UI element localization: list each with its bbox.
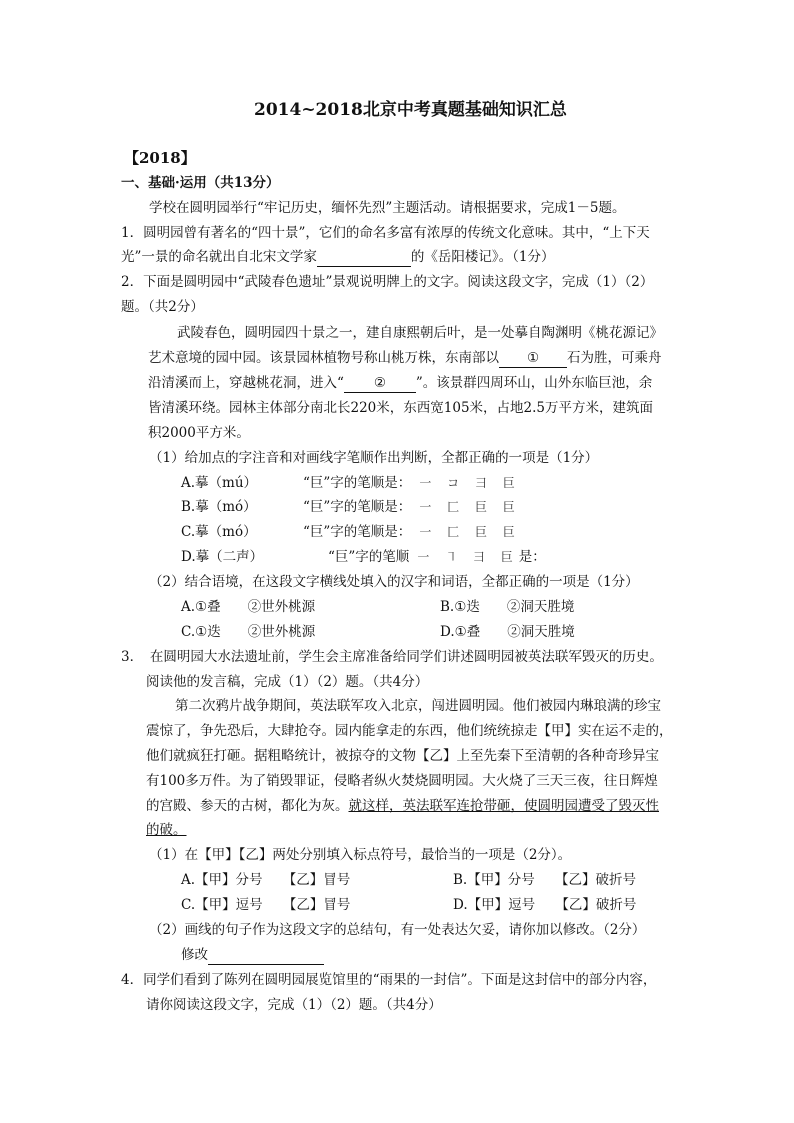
q3-passage-1: 第二次鸦片战争期间，英法联军攻入北京，闯进圆明园。他们被园内琳琅满的珍宝 xyxy=(175,698,661,714)
q2-passage-3-tail: ”。该景群四周环山，山外东临巨池，余 xyxy=(415,375,653,391)
q2-option-d-stroke xyxy=(328,548,546,566)
q2-option-a[interactable]: A.摹（mú） xyxy=(181,475,258,491)
q1-line-1: 1．圆明园曾有著名的“四十景”，它们的命名多富有浓厚的传统文化意味。其中，“上下天 xyxy=(121,225,650,241)
q2-passage-2-text: 艺术意境的园中园。该景园林植物号称山桃万株，东南部以 xyxy=(148,350,499,366)
q3-passage-3: 他们就疯狂打砸。据粗略统计，被掠夺的文物【乙】上至先秦下至清朝的各种奇珍异宝 xyxy=(146,748,659,764)
stroke-label: “巨”字的笔顺是： xyxy=(303,524,412,540)
q3-option-b[interactable]: B.【甲】分号 【乙】破折号 xyxy=(453,872,636,888)
q2-passage-1: 武陵春色，圆明园四十景之一，建自康熙朝后叶，是一处摹自陶渊明《桃花源记》 xyxy=(177,325,663,341)
q3-passage-5 xyxy=(146,797,659,815)
q3-fix-input[interactable] xyxy=(208,946,324,965)
intro-text: 学校在圆明园举行“牢记历史，缅怀先烈”主题活动。请根据要求，完成1－5题。 xyxy=(149,200,626,216)
q2-passage-2 xyxy=(148,349,662,368)
q2-option-c-stroke xyxy=(303,523,521,541)
q3-sub-2: （2）画线的句子作为这段文字的总结句，有一处表达欠妥，请你加以修改。（2分） xyxy=(149,922,646,938)
q2-sub2-option-a[interactable]: A.①叠 ②世外桃源 xyxy=(181,599,316,615)
q2-line-2: 题。（共2分） xyxy=(121,299,204,315)
q2-sub-2: （2）结合语境，在这段文字横线处填入的汉字和词语，全都正确的一项是（1分） xyxy=(149,574,639,590)
q2-passage-3-text: 沿清溪而上，穿越桃花洞，进入“ xyxy=(148,375,344,391)
q3-underlined-sentence-end: 的破。 xyxy=(146,822,187,838)
stroke-order-c: 一 匚 巨 巨 xyxy=(419,525,521,539)
q2-blank-2[interactable]: ② xyxy=(344,374,416,393)
q1-answer-blank[interactable] xyxy=(317,248,411,267)
q2-passage-2-tail: 石为胜，可乘舟 xyxy=(567,350,662,366)
q3-passage-2: 震惊了，争先恐后，大肆抢夺。园内能拿走的东西，他们统统掠走【甲】实在运不走的， xyxy=(146,723,673,739)
q3-line-1: 3． 在圆明园大水法遗址前，学生会主席准备给同学们讲述圆明园被英法联军毁灭的历史。 xyxy=(121,649,663,665)
stroke-label: “巨”字的笔顺是： xyxy=(303,499,412,515)
q2-option-b-stroke xyxy=(303,498,521,516)
section-heading: 一、基础·运用（共13分） xyxy=(121,175,280,191)
stroke-order-d: 一 ㇕ 彐 巨 xyxy=(417,550,519,564)
q3-fix-label: 修改 xyxy=(181,947,208,963)
q2-option-b[interactable]: B.摹（mó） xyxy=(181,499,257,515)
stroke-label-d: “巨”字的笔顺 xyxy=(328,549,410,565)
q2-blank-1[interactable]: ① xyxy=(499,349,567,368)
q1-line-2 xyxy=(121,248,555,267)
q3-option-c[interactable]: C.【甲】逗号 【乙】冒号 xyxy=(181,897,351,913)
stroke-label: “巨”字的笔顺是： xyxy=(303,475,412,491)
q3-sub-1: （1）在【甲】【乙】两处分别填入标点符号，最恰当的一项是（2分）。 xyxy=(149,847,572,863)
q2-option-a-stroke xyxy=(303,474,521,492)
q2-sub-1: （1）给加点的字注音和对画线字笔顺作出判断，全都正确的一项是（1分） xyxy=(149,450,599,466)
q2-option-c[interactable]: C.摹（mó） xyxy=(181,524,257,540)
stroke-tail-d: 是： xyxy=(518,549,546,565)
stroke-order-a: 一 コ 彐 巨 xyxy=(419,476,521,490)
q2-option-d[interactable]: D.摹（二声） xyxy=(181,549,264,565)
q2-passage-4: 皆清溪环绕。园林主体部分南北长220米，东西宽105米，占地2.5万平方米，建筑面 xyxy=(148,400,654,416)
page-title: 2014~2018北京中考真题基础知识汇总 xyxy=(254,100,567,120)
q1-text-b: 的《岳阳楼记》。（1分） xyxy=(410,249,555,265)
q2-sub2-option-c[interactable]: C.①迭 ②世外桃源 xyxy=(181,624,316,640)
q2-sub2-option-b[interactable]: B.①迭 ②洞天胜境 xyxy=(440,599,575,615)
q2-line-1: 2．下面是圆明园中“武陵春色遗址”景观说明牌上的文字。阅读这段文字，完成（1）（2） xyxy=(121,274,654,290)
q3-fix-line xyxy=(181,946,324,965)
stroke-order-b: 一 匚 巨 巨 xyxy=(419,500,521,514)
q4-line-1: 4．同学们看到了陈列在圆明园展览馆里的“雨果的一封信”。下面是这封信中的部分内容， xyxy=(121,972,657,988)
q2-passage-3 xyxy=(148,374,652,393)
q2-passage-5: 积2000平方米。 xyxy=(148,425,250,441)
q2-sub2-option-d[interactable]: D.①叠 ②洞天胜境 xyxy=(440,624,575,640)
q3-option-d[interactable]: D.【甲】逗号 【乙】破折号 xyxy=(453,897,637,913)
q3-line-2: 阅读他的发言稿，完成（1）（2）题。（共4分） xyxy=(146,674,429,690)
year-tag: 【2018】 xyxy=(124,149,196,167)
q1-text-a: 光”一景的命名就出自北宋文学家 xyxy=(121,249,317,265)
q3-passage-4: 有100多万件。为了销毁罪证，侵略者纵火焚烧圆明园。大火烧了三天三夜，往日辉煌 xyxy=(146,773,658,789)
q4-line-2: 请你阅读这段文字，完成（1）（2）题。（共4分） xyxy=(146,997,442,1013)
q3-underlined-sentence: 就这样，英法联军连抢带砸，使圆明园遭受了毁灭性 xyxy=(348,798,659,814)
q3-option-a[interactable]: A.【甲】分号 【乙】冒号 xyxy=(181,872,351,888)
q3-passage-5-text: 的宫殿、参天的古树，都化为灰。 xyxy=(146,798,349,814)
